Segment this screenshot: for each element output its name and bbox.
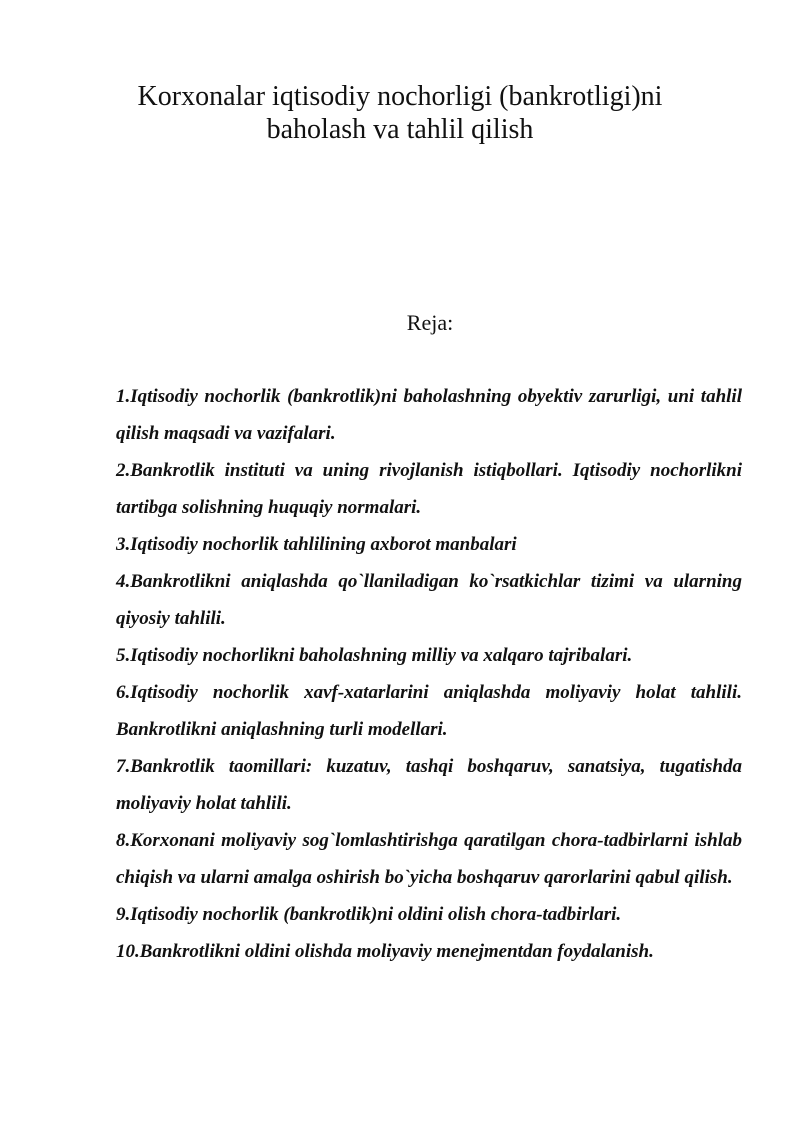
plan-item-3: 3.Iqtisodiy nochorlik tahlilining axborot manbalari xyxy=(116,534,517,555)
plan-item-6: 6.Iqtisodiy nochorlik xavf-xatarlarini aniqlashda moliyaviy holat tahlili. Bankrotlikni aniqlashning turli modellari. xyxy=(116,682,742,740)
plan-item-4: 4.Bankrotlikni aniqlashda qo`llaniladigan ko`rsatkichlar tizimi va ularning qiyosiy tahlili. xyxy=(116,571,742,629)
plan-item-10: 10.Bankrotlikni oldini olishda moliyaviy menejmentdan foydalanish. xyxy=(116,941,654,962)
plan-item-2: 2.Bankrotlik instituti va uning rivojlanish istiqbollari. Iqtisodiy nochorlikni tartibga solishning huquqiy normalari. xyxy=(116,460,742,518)
plan-heading: Reja: xyxy=(406,310,454,335)
title-line-1: Korxonalar iqtisodiy nochorligi (bankrotligi)ni xyxy=(137,81,663,112)
title-line-2: baholash va tahlil qilish xyxy=(266,114,534,145)
plan-item-9: 9.Iqtisodiy nochorlik (bankrotlik)ni oldini olish chora-tadbirlari. xyxy=(116,904,622,925)
plan-item-7: 7.Bankrotlik taomillari: kuzatuv, tashqi boshqaruv, sanatsiya, tugatishda moliyaviy holat tahlili. xyxy=(116,756,742,814)
document-title xyxy=(100,80,700,146)
plan-item-5: 5.Iqtisodiy nochorlikni baholashning milliy va xalqaro tajribalari. xyxy=(116,645,633,666)
plan-item-8: 8.Korxonani moliyaviy sog`lomlashtirishga qaratilgan chora-tadbirlarni ishlab chiqish va ularni amalga oshirish bo`yicha boshqaruv qarorlarini qabul qilish. xyxy=(116,830,742,888)
plan-item-1: 1.Iqtisodiy nochorlik (bankrotlik)ni baholashning obyektiv zarurligi, uni tahlil qilish maqsadi va vazifalari. xyxy=(116,386,742,444)
plan-list xyxy=(116,378,742,970)
